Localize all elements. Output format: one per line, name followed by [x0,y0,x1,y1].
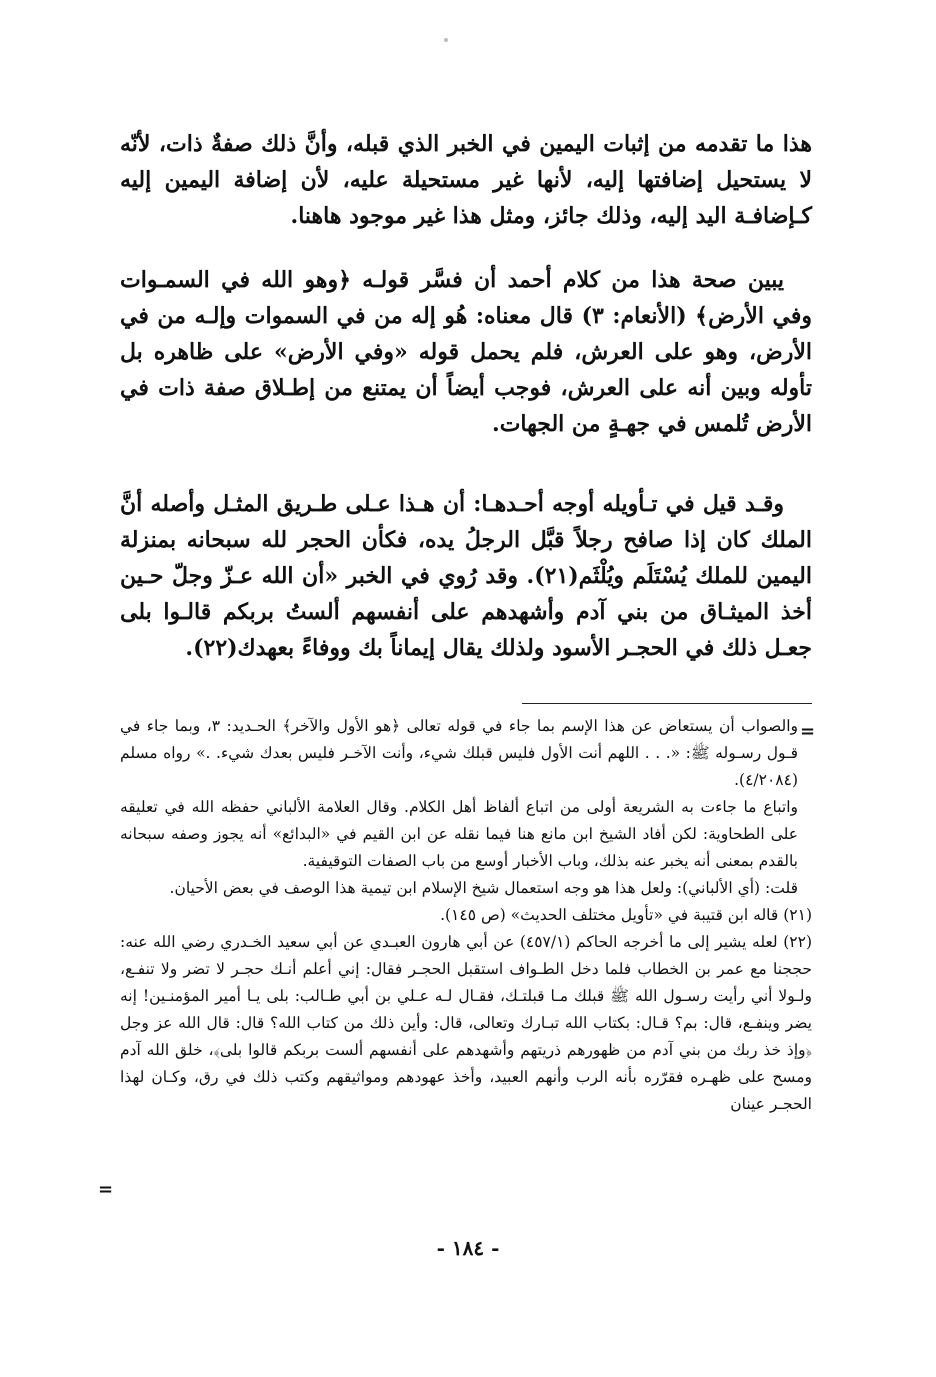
body-paragraph-3 [120,486,812,666]
footnote-22: (٢٢) لعله يشير إلى ما أخرجه الحاكم (٤٥٧/١) عن أبي هارون العبـدي عن أبي سعيد الخـدري رضي الله عنه: حججنا مع عمر بن الخطاب فلما دخل الطـواف استقبل الحجـر فقال: إني أعلم أنـك حجـر لا تضر ولا تنفـع، ولـولا أني رأيت رسـول الله ﷺ قبلك مـا قبلتـك، فقـال لـه عـلي بن أبي طـالب: بلى يـا أمير المؤمنـين! إنه يضر وينفـع، قال: بم؟ قـال: بكتاب الله تبـارك وتعالى، قال: وأين ذلك من كتاب الله؟ قال: قال الله عز وجل ﴿وإذ خذ ربك من بني آدم من ظهورهم ذريتهم وأشهدهم على أنفسهم ألست بربكم قالوا بلى﴾، خلق الله آدم ومسح على ظهـره فقرّره بأنه الرب وأنهم العبيد، وأخذ عهودهم ومواثيقهم وكتب ذلك في رق، وكـان لهذا الحجـر عينان [120,933,812,1113]
footnote-continuation-2: واتباع ما جاءت به الشريعة أولى من اتباع ألفاظ أهل الكلام. وقال العلامة الألباني حفظه الله في تعليقه على الطحاوية: لكن أفاد الشيخ ابن مانع هنا فيما نقله عن ابن القيم في «البدائع» أنه يجوز وصفه سبحانه بالقدم بمعنى أنه يخبر عنه بذلك، وباب الأخبار أوسع من باب الصفات التوقيفية. [120,798,798,870]
paragraph-text: هذا ما تقدمه من إثبات اليمين في الخبر الذي قبله، وأنَّ ذلك صفةٌ ذات، لأنّه لا يستحيل إضافتها إليه، لأنها غير مستحيلة عليه، لأن إضافة اليمين إليه كـإضافـة اليد إليه، وذلك جائز، ومثل هذا غير موجود هاهنا. [120,131,812,229]
footnote-continuation-3: قلت: (أي الألباني): ولعل هذا هو وجه استعمال شيخ الإسلام ابن تيمية هذا الوصف في بعض الأحيان. [169,879,798,897]
footnote-21: (٢١) قاله ابن قتيبة في «تأويل مختلف الحديث» (ص ١٤٥). [440,906,812,924]
paragraph-text: يبين صحة هذا من كلام أحمد أن فسَّر قولـه ﴿وهو الله في السمـوات وفي الأرض﴾ (الأنعام: ٣) قال معناه: هُو إله من في السموات وإلـه من في الأرض، وهو على العرش، فلم يحمل قوله «وفي الأرض» على ظاهره بل تأوله وبين أنه على العرش، فوجب أيضاً أن يمتنع من إطـلاق صفة ذات في الأرض تُلمس في جهـةٍ من الجهات. [120,267,812,437]
footnote-continuation-1: والصواب أن يستعاض عن هذا الإسم بما جاء في قوله تعالى ﴿هو الأول والآخر﴾ الحـديد: ٣، وبما جاء في قـول رسـوله ﷺ: «. . . اللهم أنت الأول فليس قبلك شيء، وأنت الآخـر فليس بعدك شيء. .» رواه مسلم (٤/٢٠٨٤). [120,717,798,789]
body-paragraph-2 [120,262,812,442]
paragraph-text: وقـد قيل في تـأويله أوجه أحـدهـا: أن هـذا عـلى طـريق المثـل وأصله أنَّ الملك كان إذا صافح رجلاً قبَّل الرجلُ يده، فكأن الحجر لله سبحانه بمنزلة اليمين للملك يُسْتَلَم ويُلْثَم(٢١). وقد رُوي في الخبر «أن الله عـزّ وجلّ حـين أخذ الميثـاق من بني آدم وأشهدهم على أنفسهم ألستُ بربكم قالـوا بلى جعـل ذلك في الحجـر الأسود ولذلك يقال إيماناً بك ووفاءً بعهدك(٢٢). [120,491,812,661]
footnotes-section [120,713,812,1118]
footnote-separator [522,703,812,704]
continues-marker: = [98,1179,114,1200]
print-speck [444,38,448,42]
body-paragraph-1 [120,126,812,234]
page-number: - ١٨٤ - [436,1236,500,1260]
continued-marker: = [800,721,816,742]
